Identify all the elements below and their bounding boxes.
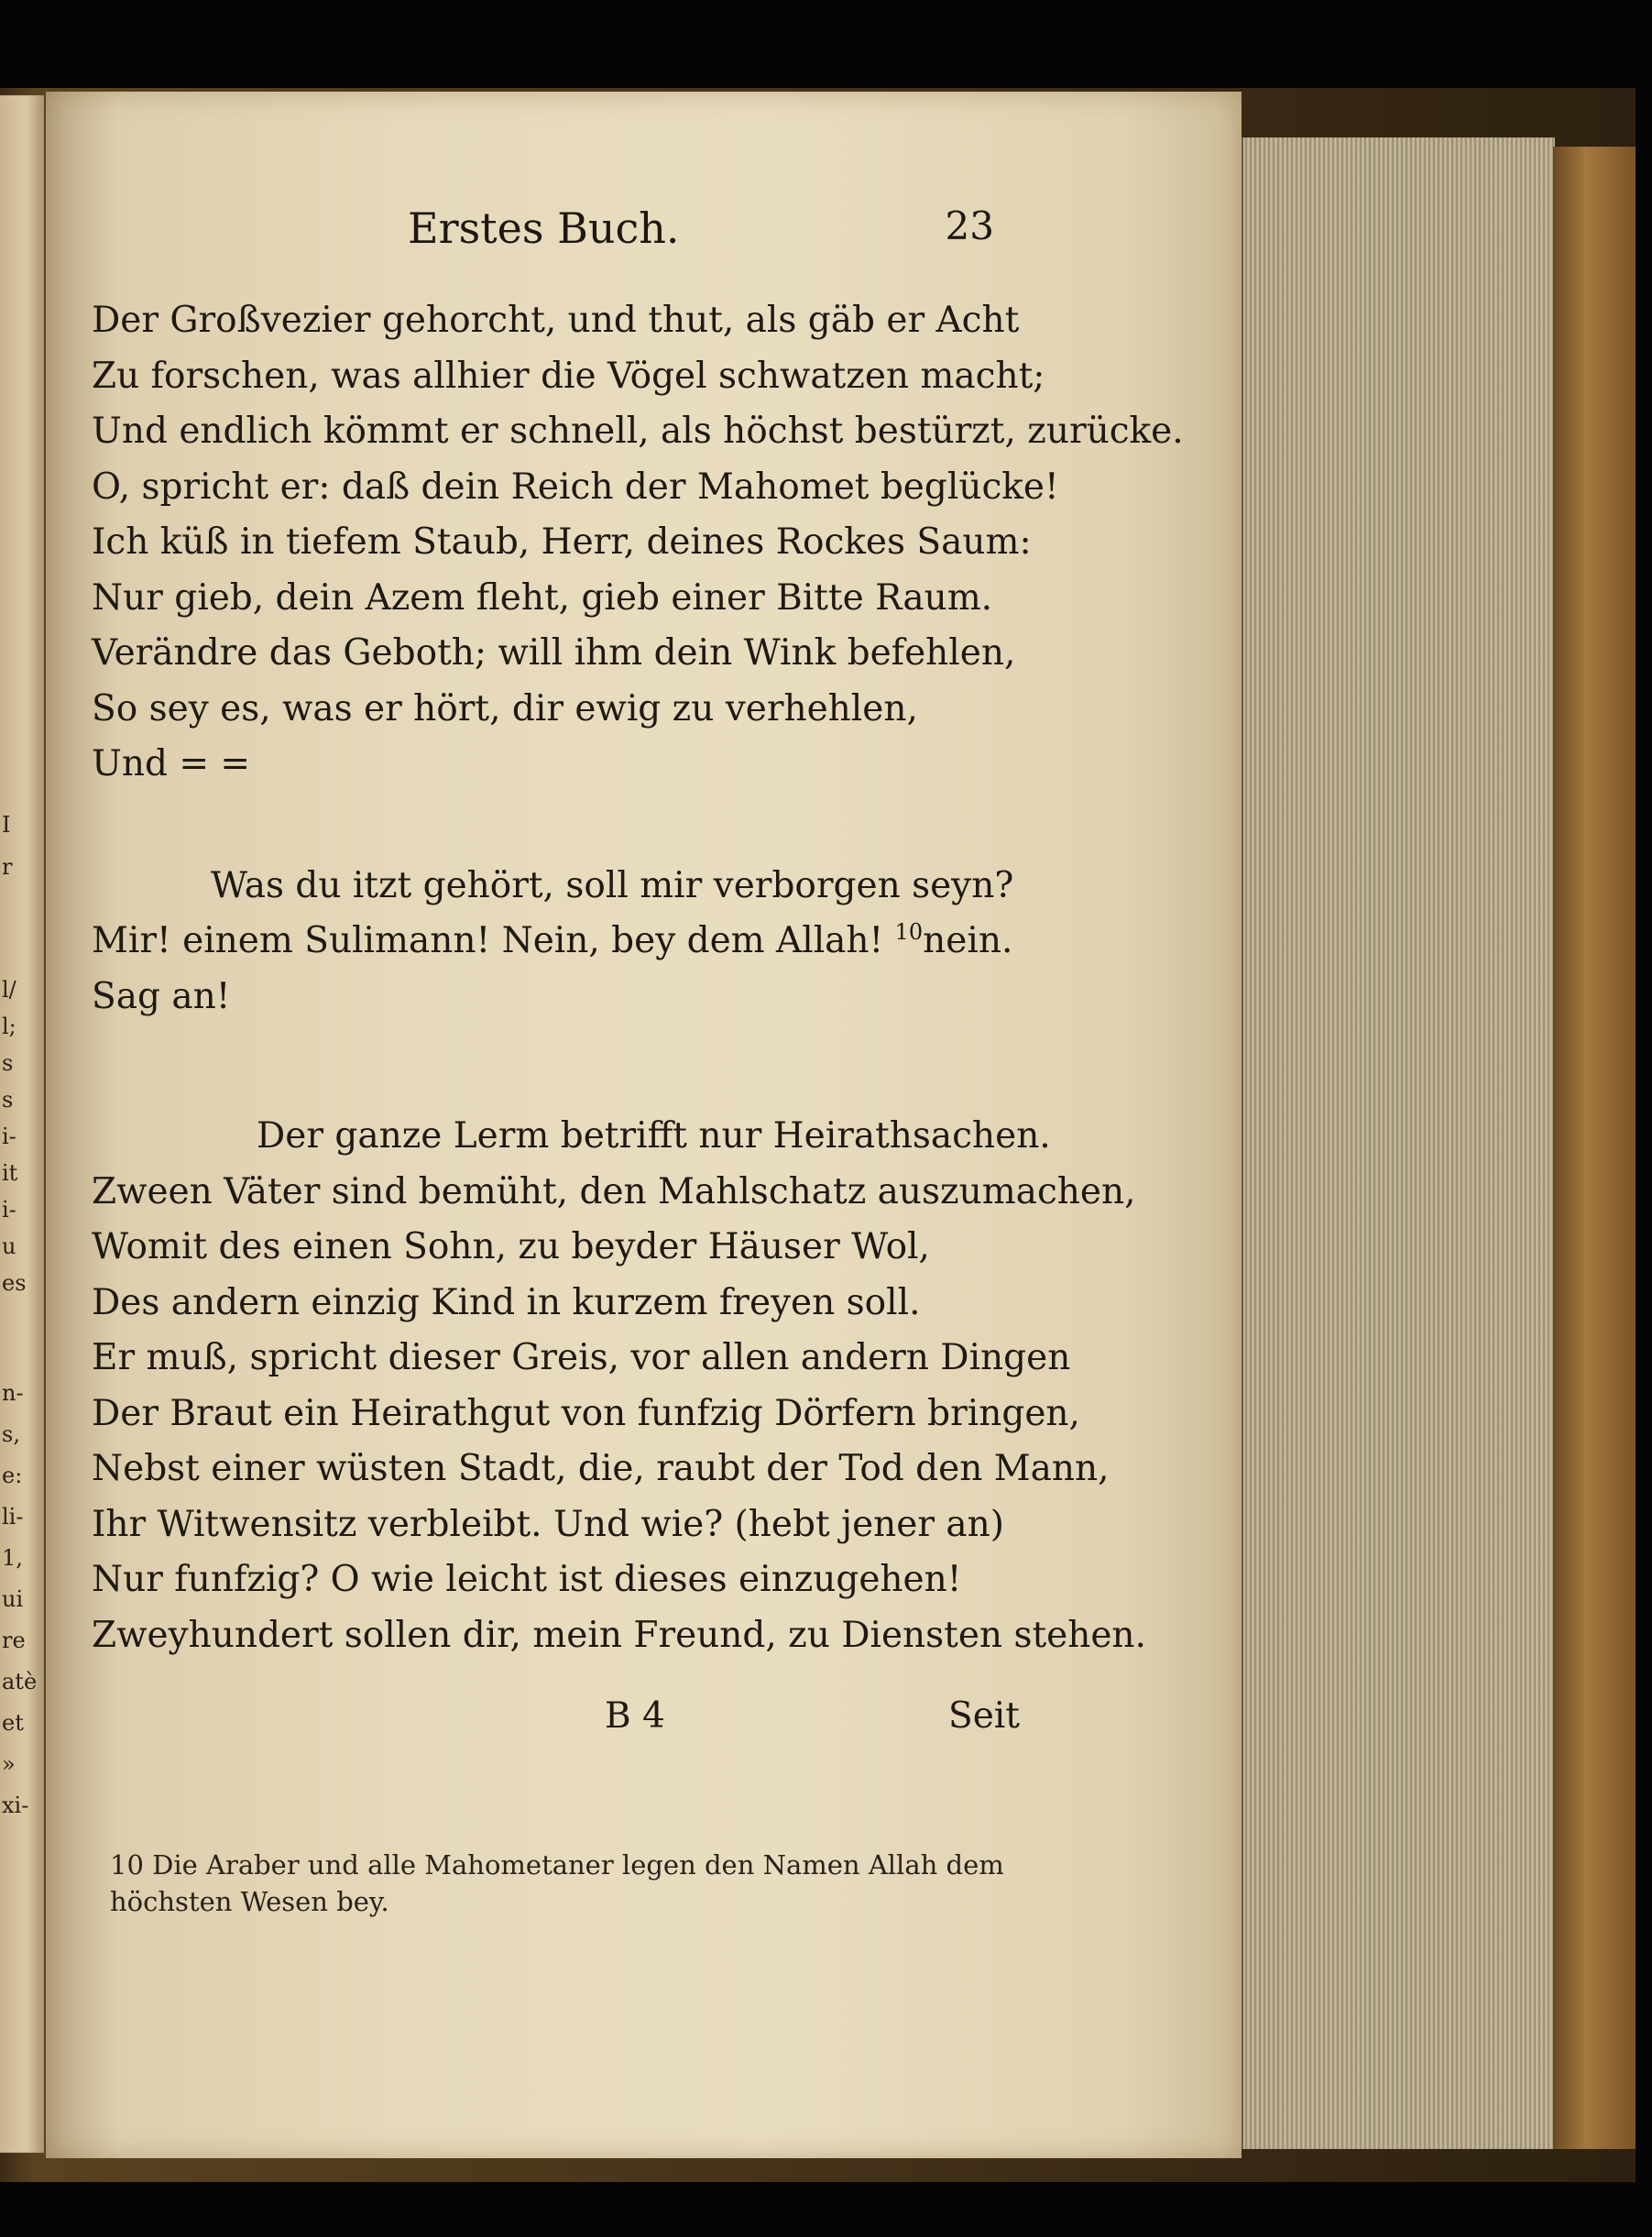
poem-text — [92, 293, 1184, 1663]
verse-text: Mir! einem Sulimann! Nein, bey dem Allah! — [92, 920, 884, 961]
footnote-marker: 10 — [894, 919, 924, 945]
left-page-fragment: » — [2, 1751, 16, 1777]
left-page-fragment: u — [2, 1234, 16, 1259]
verse-line: Sag an! — [92, 975, 231, 1017]
left-page-fragment: l/ — [2, 977, 16, 1003]
verse-line: Und = = — [92, 743, 251, 784]
verse-line: Ich küß in tiefem Staub, Herr, deines Rockes Saum: — [92, 521, 1032, 563]
stanza-gap — [92, 1025, 1035, 1109]
left-page-fragment: et — [2, 1710, 24, 1736]
left-page-fragment: s, — [2, 1421, 20, 1447]
verse-line: Und endlich kömmt er schnell, als höchst bestürzt, zurücke. — [92, 411, 1184, 452]
verse-line: Womit des einen Sohn, zu beyder Häuser Wol, — [92, 1226, 930, 1267]
verse-line: Nur gieb, dein Azem fleht, gieb einer Bitte Raum. — [92, 576, 993, 619]
book-cover — [1553, 147, 1636, 2149]
verse-line: Nebst einer wüsten Stadt, die, raubt der Tod den Mann, — [92, 1448, 1110, 1489]
verse-line: O, spricht er: daß dein Reich der Mahomet beglücke! — [92, 466, 1059, 508]
stanza-gap — [92, 793, 1035, 859]
verse-line: Was du itzt gehört, soll mir verborgen seyn? — [211, 864, 1014, 906]
footnote — [110, 1847, 1035, 1920]
left-page-fragment: 1, — [2, 1545, 23, 1571]
left-page-fragment: r — [2, 854, 13, 880]
footnote-line: höchsten Wesen bey. — [110, 1886, 389, 1917]
verse-line — [92, 914, 1035, 970]
verse-line: So sey es, was er hört, dir ewig zu verhehlen, — [92, 687, 918, 729]
stanza-2 — [92, 859, 1035, 1025]
left-page-fragment: ui — [2, 1586, 24, 1612]
verse-line: Ihr Witwensitz verbleibt. Und wie? (hebt jener an) — [92, 1503, 1005, 1545]
left-page-fragment: I — [2, 812, 11, 838]
stanza-3 — [92, 1109, 1146, 1663]
left-page-fragment: atè — [2, 1669, 38, 1694]
left-page-fragment: s — [2, 1087, 14, 1113]
verse-text: nein. — [923, 920, 1013, 961]
page-header — [408, 203, 994, 258]
catchword: Seit — [948, 1695, 1020, 1737]
left-page-fragment: es — [2, 1270, 27, 1296]
left-page-fragment: re — [2, 1628, 26, 1653]
running-head: Erstes Buch. — [408, 203, 680, 253]
left-page-edge — [0, 95, 44, 2153]
verse-line: Zweyhundert sollen dir, mein Freund, zu Diensten stehen. — [92, 1614, 1146, 1656]
left-page-fragment: li- — [2, 1504, 24, 1530]
verse-line: Des andern einzig Kind in kurzem freyen soll. — [92, 1281, 921, 1323]
stanza-1 — [92, 293, 1184, 793]
verse-line: Zween Väter sind bemüht, den Mahlschatz auszumachen, — [92, 1170, 1136, 1212]
page-number: 23 — [945, 203, 994, 248]
verse-line: Verändre das Geboth; will ihm dein Wink befehlen, — [92, 632, 1016, 674]
left-page-fragment: i- — [2, 1124, 16, 1149]
verse-line: Der Großvezier gehorcht, und thut, als gäb er Acht — [92, 300, 1020, 341]
verse-line: Er muß, spricht dieser Greis, vor allen andern Dingen — [92, 1337, 1071, 1378]
left-page-fragment: l; — [2, 1014, 16, 1039]
left-page-fragment: n- — [2, 1380, 24, 1406]
left-page-fragment: xi- — [2, 1793, 29, 1818]
verse-line: Nur funfzig? O wie leicht ist dieses einzugehen! — [92, 1559, 962, 1600]
footnote-line: 10 Die Araber und alle Mahometaner legen den Namen Allah dem — [110, 1849, 1004, 1881]
verse-line: Der ganze Lerm betrifft nur Heirathsachen. — [257, 1115, 1051, 1157]
left-page-fragment: e: — [2, 1463, 23, 1488]
signature-mark: B 4 — [605, 1695, 665, 1737]
left-page-fragment: s — [2, 1050, 14, 1076]
page-edges — [1242, 137, 1555, 2149]
left-page-fragment: i- — [2, 1197, 16, 1223]
left-page-fragment: it — [2, 1160, 18, 1186]
verse-line: Der Braut ein Heirathgut von funfzig Dörfern bringen, — [92, 1392, 1080, 1434]
verse-line: Zu forschen, was allhier die Vögel schwatzen macht; — [92, 355, 1045, 397]
